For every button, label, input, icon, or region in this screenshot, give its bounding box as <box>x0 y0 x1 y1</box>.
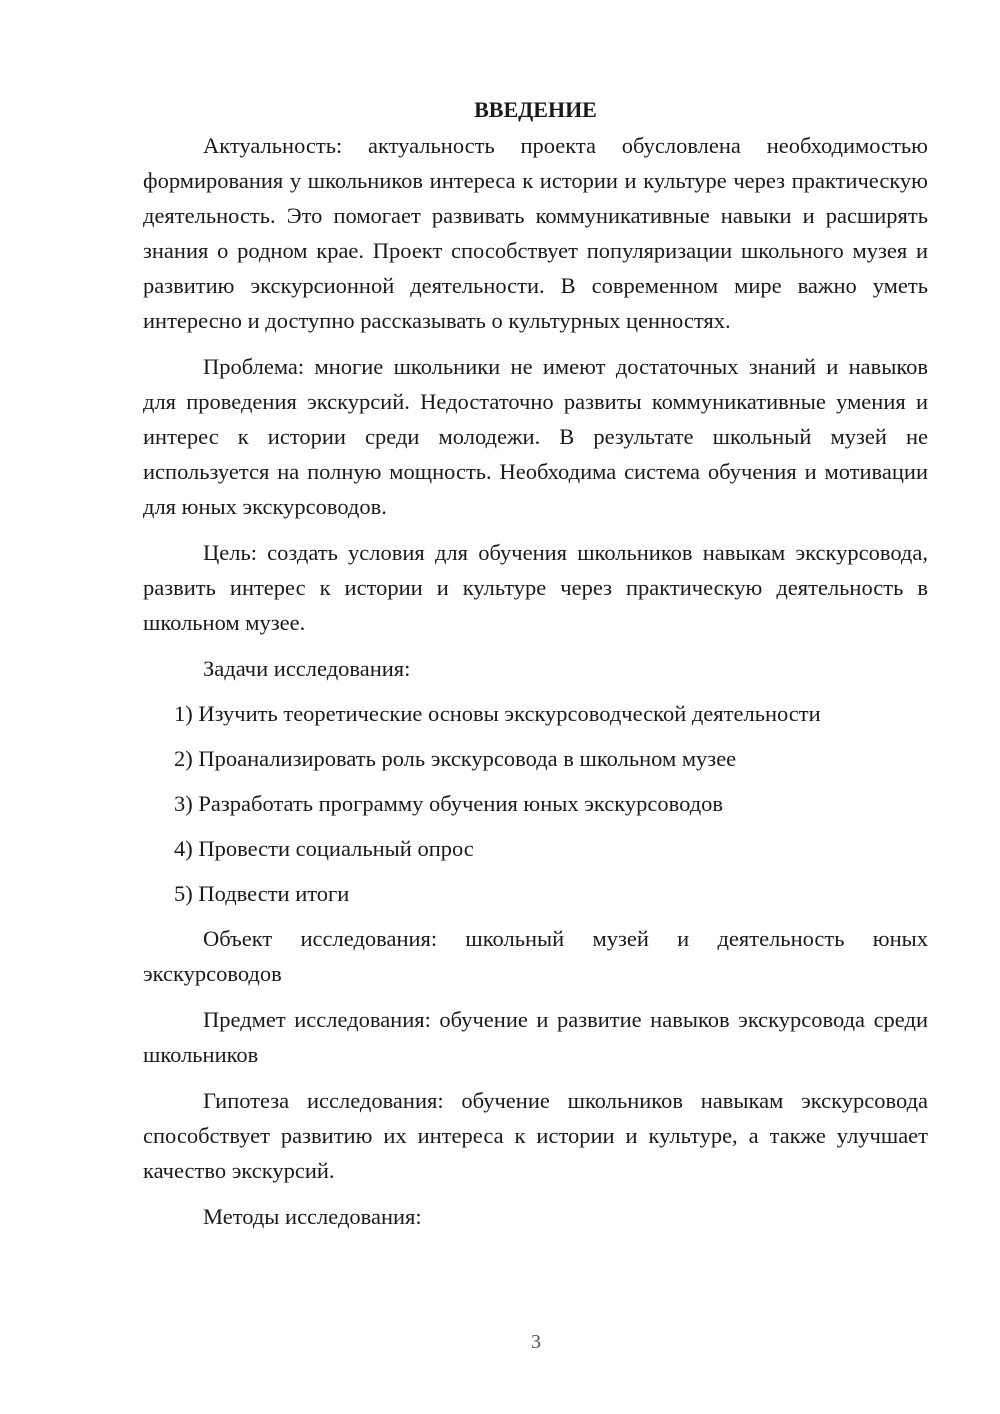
task-item: 5) Подвести итоги <box>174 881 350 906</box>
relevance-paragraph: Актуальность: актуальность проекта обусловлена необходимостью формирования у школьников интереса к истории и культуре через практическую деятельность. Это помогает развивать коммуникативные навыки и расширять знания о родном крае. Проект способствует популяризации школьного музея и развитию экскурсионной деятельности. В современном мире важно уметь интересно и доступно рассказывать о культурных ценностях. <box>143 133 928 333</box>
problem-paragraph: Проблема: многие школьники не имеют достаточных знаний и навыков для проведения экскурсий. Недостаточно развиты коммуникативные умения и интерес к истории среди молодежи. В результате школьный музей не используется на полную мощность. Необходима система обучения и мотивации для юных экскурсоводов. <box>143 354 928 519</box>
subject-paragraph: Предмет исследования: обучение и развитие навыков экскурсовода среди школьников <box>143 1007 928 1067</box>
tasks-heading: Задачи исследования: <box>203 656 411 681</box>
task-item: 3) Разработать программу обучения юных экскурсоводов <box>174 791 724 816</box>
tasks-list <box>143 696 928 911</box>
goal-paragraph: Цель: создать условия для обучения школьников навыкам экскурсовода, развить интерес к истории и культуре через практическую деятельность в школьном музее. <box>143 540 928 635</box>
page-number: 3 <box>531 1331 541 1353</box>
methods-heading: Методы исследования: <box>203 1204 422 1229</box>
document-page <box>143 92 928 1234</box>
object-paragraph: Объект исследования: школьный музей и деятельность юных экскурсоводов <box>143 926 928 986</box>
task-item: 2) Проанализировать роль экскурсовода в школьном музее <box>174 746 737 771</box>
section-heading: ВВЕДЕНИЕ <box>474 97 597 122</box>
hypothesis-paragraph: Гипотеза исследования: обучение школьников навыкам экскурсовода способствует развитию их интереса к истории и культуре, а также улучшает качество экскурсий. <box>143 1088 928 1183</box>
task-item: 1) Изучить теоретические основы экскурсоводческой деятельности <box>174 701 821 726</box>
task-item: 4) Провести социальный опрос <box>174 836 474 861</box>
